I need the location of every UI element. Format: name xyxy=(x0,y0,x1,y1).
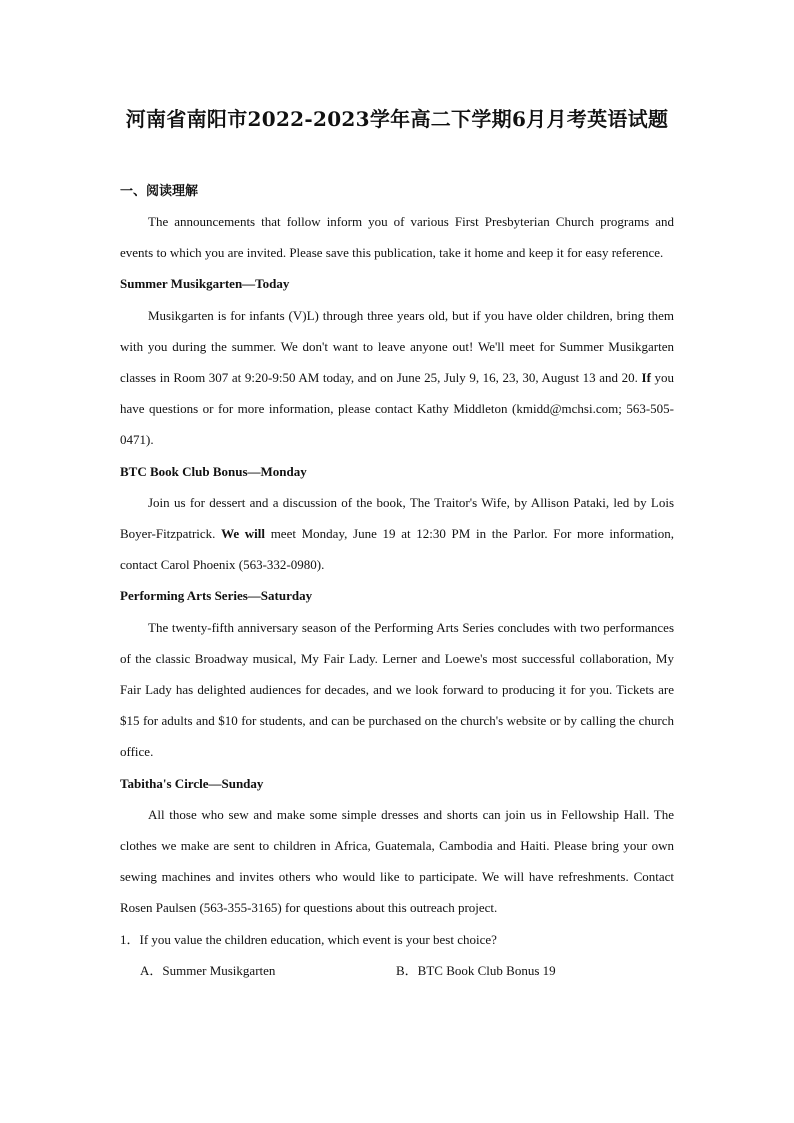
question-number: 1． xyxy=(120,931,140,947)
event-heading-tabithas-circle: Tabitha's Circle—Sunday xyxy=(120,775,264,791)
event-heading-performing-arts: Performing Arts Series—Saturday xyxy=(120,588,313,604)
page-title: 河南省南阳市2022-2023学年高二下学期6月月考英语试题 xyxy=(125,107,669,131)
document-body xyxy=(120,178,674,986)
event-text-part: meet Monday, June 19 at 12:30 PM in the Parlor. For more information, contact Carol Phoenix (563-332-0980). xyxy=(120,526,675,573)
event-heading-musikgarten: Summer Musikgarten—Today xyxy=(120,276,290,292)
event-heading-book-club: BTC Book Club Bonus—Monday xyxy=(120,463,307,479)
intro-paragraph: The announcements that follow inform you of various First Presbyterian Church programs and events to which you are invited. Please save this publication, take it home and keep it for easy reference. xyxy=(120,214,674,261)
question-1 xyxy=(120,924,674,955)
option-a[interactable]: A．Summer Musikgarten xyxy=(140,962,276,978)
question-1-options xyxy=(120,955,674,986)
option-b[interactable]: B．BTC Book Club Bonus 19 xyxy=(396,962,556,978)
section-heading: 一、阅读理解 xyxy=(120,184,199,199)
event-text-book-club xyxy=(120,487,674,581)
event-text-musikgarten xyxy=(120,300,674,456)
event-text-tabithas-circle: All those who sew and make some simple dresses and shorts can join us in Fellowship Hall. The clothes we make are sent to children in Africa, Guatemala, Cambodia and Haiti. Please bring your own sewing machines and invites others who would like to participate. We will have refreshments. Contact Rosen Paulsen (563-355-3165) for questions about this outreach project. xyxy=(120,806,674,916)
event-text-performing-arts: The twenty-fifth anniversary season of the Performing Arts Series concludes with two performances of the classic Broadway musical, My Fair Lady. Lerner and Loewe's most successful collaboration, My Fair Lady has delighted audiences for decades, and we look forward to producing it for you. Tickets are $15 for adults and $10 for students, and can be purchased on the church's website or by calling the church office. xyxy=(120,619,674,760)
event-text-part: Join us for dessert and a discussion of the book, The Traitor's Wife, by Allison Pataki, led by Lois Boyer-Fitzpatrick. xyxy=(120,494,674,542)
event-text-part: Musikgarten is for infants (V)L) through three years old, but if you have older children, bring them with you during the summer. We don't want to leave anyone out! We'll meet for Summer Musikgarten classes in Room 307 at 9:20-9:50 AM today, and on June 25, July 9, 16, 23, 30, August 13 and 20. xyxy=(120,307,674,386)
question-text: If you value the children education, which event is your best choice? xyxy=(139,931,497,947)
event-text-part: you have questions or for more information, please contact Kathy Middleton (kmidd@mchsi.com; 563-505-0471). xyxy=(120,370,675,448)
event-text-bold: We will xyxy=(221,526,266,542)
event-text-bold: If xyxy=(641,370,651,386)
